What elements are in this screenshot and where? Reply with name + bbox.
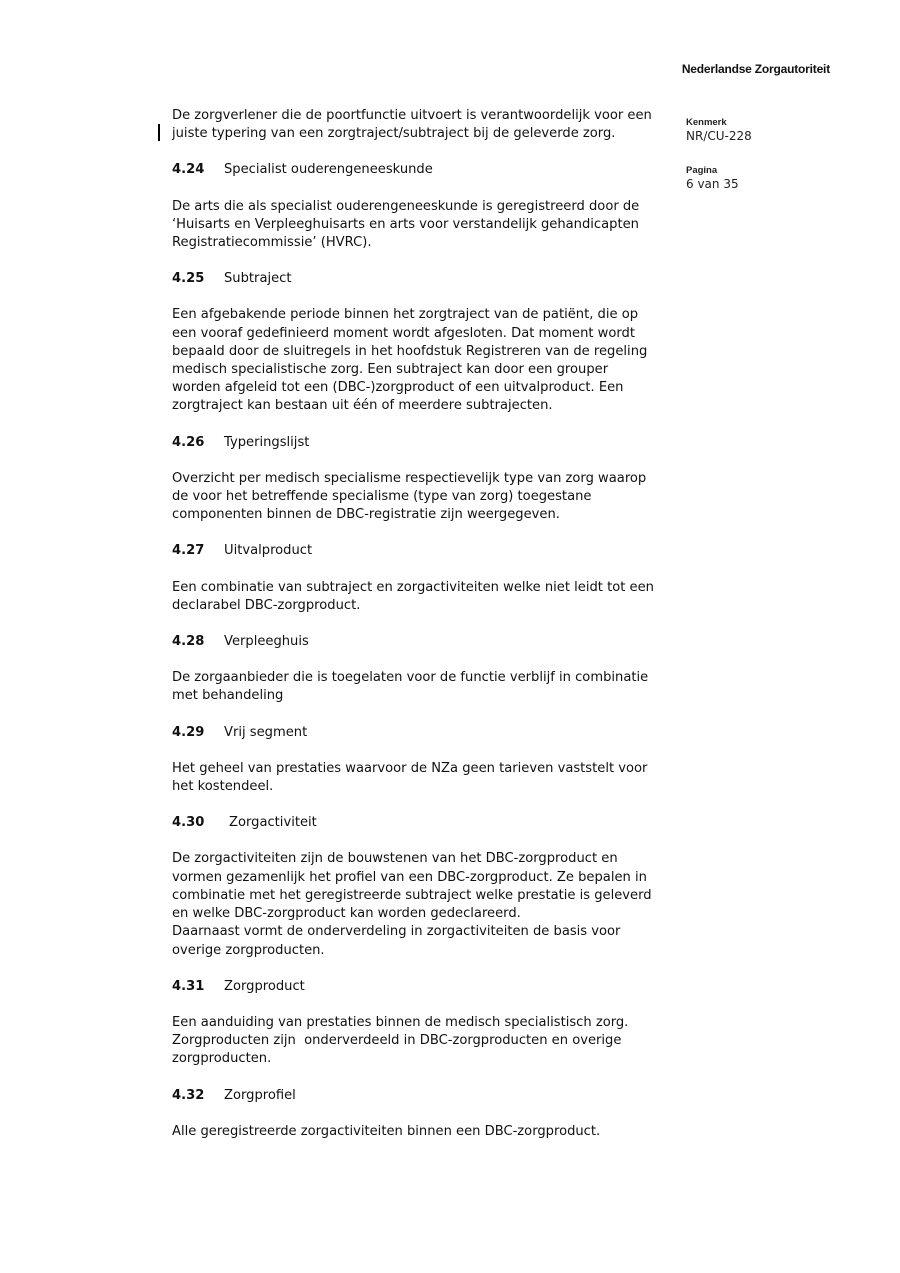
text-line: overige zorgproducten. bbox=[172, 942, 325, 958]
section-title: Zorgactiviteit bbox=[229, 815, 317, 831]
text-line: Zorgproducten zijn onderverdeeld in DBC-zorgproducten en overige bbox=[172, 1033, 622, 1049]
section-heading bbox=[172, 434, 680, 452]
intro-paragraph bbox=[172, 107, 680, 143]
section-heading bbox=[172, 161, 680, 179]
intro-line: De zorgverlener die de poortfunctie uitvoert is verantwoordelijk voor een bbox=[172, 108, 652, 123]
text-line: met behandeling bbox=[172, 688, 284, 704]
text-line: Alle geregistreerde zorgactiviteiten binnen een DBC-zorgproduct. bbox=[172, 1123, 601, 1139]
text-line: het kostendeel. bbox=[172, 779, 274, 795]
text-line: Een combinatie van subtraject en zorgactiviteiten welke niet leidt tot een bbox=[172, 579, 654, 595]
section-4-32 bbox=[172, 1087, 680, 1141]
intro-line: juiste typering van een zorgtraject/subtraject bij de geleverde zorg. bbox=[172, 126, 616, 142]
text-line: combinatie met het geregistreerde subtraject welke prestatie is geleverd bbox=[172, 887, 652, 903]
section-number: 4.28 bbox=[172, 634, 205, 650]
section-heading bbox=[172, 270, 680, 288]
section-title: Uitvalproduct bbox=[224, 543, 313, 559]
section-number: 4.24 bbox=[172, 162, 205, 178]
section-text bbox=[172, 760, 680, 796]
kenmerk-label: Kenmerk bbox=[686, 117, 727, 128]
text-line: De arts die als specialist ouderengeneeskunde is geregistreerd door de bbox=[172, 198, 640, 214]
text-line: declarabel DBC-zorgproduct. bbox=[172, 597, 361, 613]
section-heading bbox=[172, 1087, 680, 1105]
section-heading bbox=[172, 978, 680, 996]
section-number: 4.29 bbox=[172, 724, 205, 740]
text-line: Daarnaast vormt de onderverdeling in zorgactiviteiten de basis voor bbox=[172, 924, 621, 940]
text-line: de voor het betreffende specialisme (type van zorg) toegestane bbox=[172, 489, 592, 505]
section-title: Specialist ouderengeneeskunde bbox=[224, 162, 433, 178]
pagina-label: Pagina bbox=[686, 165, 718, 176]
text-line: en welke DBC-zorgproduct kan worden gedeclareerd. bbox=[172, 906, 521, 922]
section-4-27 bbox=[172, 542, 680, 615]
section-text bbox=[172, 850, 680, 959]
text-line: zorgproducten. bbox=[172, 1051, 272, 1067]
section-4-25 bbox=[172, 270, 680, 415]
section-4-28 bbox=[172, 633, 680, 706]
section-heading bbox=[172, 542, 680, 560]
section-text bbox=[172, 470, 680, 525]
text-line: Overzicht per medisch specialisme respectievelijk type van zorg waarop bbox=[172, 470, 647, 486]
section-text bbox=[172, 1123, 680, 1141]
text-line: medisch specialistische zorg. Een subtraject kan door een grouper bbox=[172, 362, 609, 378]
text-line: bepaald door de sluitregels in het hoofdstuk Registreren van de regeling bbox=[172, 343, 648, 359]
section-4-24 bbox=[172, 161, 680, 252]
section-number: 4.27 bbox=[172, 543, 205, 559]
section-text bbox=[172, 306, 680, 415]
text-line: Een aanduiding van prestaties binnen de medisch specialistisch zorg. bbox=[172, 1014, 629, 1030]
kenmerk-value: NR/CU-228 bbox=[686, 129, 752, 143]
text-line: Registratiecommissie’ (HVRC). bbox=[172, 235, 372, 251]
text-line: De zorgactiviteiten zijn de bouwstenen van het DBC-zorgproduct en bbox=[172, 851, 618, 867]
section-number: 4.32 bbox=[172, 1087, 205, 1103]
section-heading bbox=[172, 814, 680, 832]
section-text bbox=[172, 198, 680, 253]
document-meta bbox=[686, 114, 836, 192]
document-body bbox=[172, 107, 680, 1159]
section-text bbox=[172, 669, 680, 705]
section-heading bbox=[172, 633, 680, 651]
organization-name: Nederlandse Zorgautoriteit bbox=[681, 62, 830, 76]
kenmerk-block bbox=[686, 116, 836, 144]
section-title: Typeringslijst bbox=[224, 434, 310, 450]
section-4-30 bbox=[172, 814, 680, 959]
text-line: ‘Huisarts en Verpleeghuisarts en arts voor verstandelijk gehandicapten bbox=[172, 216, 639, 232]
section-title: Zorgprofiel bbox=[224, 1087, 296, 1103]
pagina-value: 6 van 35 bbox=[686, 177, 739, 191]
section-title: Zorgproduct bbox=[224, 978, 305, 994]
text-line: vormen gezamenlijk het profiel van een DBC-zorgproduct. Ze bepalen in bbox=[172, 869, 647, 885]
text-line: zorgtraject kan bestaan uit één of meerdere subtrajecten. bbox=[172, 398, 553, 414]
section-number: 4.31 bbox=[172, 978, 205, 994]
section-number: 4.25 bbox=[172, 271, 205, 287]
section-number: 4.26 bbox=[172, 434, 205, 450]
text-line: Een afgebakende periode binnen het zorgtraject van de patiënt, die op bbox=[172, 307, 639, 323]
section-text bbox=[172, 579, 680, 615]
section-heading bbox=[172, 724, 680, 742]
section-4-26 bbox=[172, 434, 680, 525]
text-line: De zorgaanbieder die is toegelaten voor de functie verblijf in combinatie bbox=[172, 670, 649, 686]
section-4-29 bbox=[172, 724, 680, 797]
section-number: 4.30 bbox=[172, 815, 205, 831]
text-line: Het geheel van prestaties waarvoor de NZa geen tarieven vaststelt voor bbox=[172, 760, 648, 776]
section-title: Vrij segment bbox=[224, 724, 308, 740]
pagina-block bbox=[686, 164, 836, 192]
section-text bbox=[172, 1014, 680, 1069]
text-line: een vooraf gedefinieerd moment wordt afgesloten. Dat moment wordt bbox=[172, 325, 636, 341]
text-line: componenten binnen de DBC-registratie zijn weergegeven. bbox=[172, 507, 560, 523]
section-title: Verpleeghuis bbox=[224, 634, 309, 650]
section-title: Subtraject bbox=[224, 271, 292, 287]
text-line: worden afgeleid tot een (DBC-)zorgproduct of een uitvalproduct. Een bbox=[172, 380, 624, 396]
section-4-31 bbox=[172, 978, 680, 1069]
revision-bar bbox=[158, 124, 160, 141]
